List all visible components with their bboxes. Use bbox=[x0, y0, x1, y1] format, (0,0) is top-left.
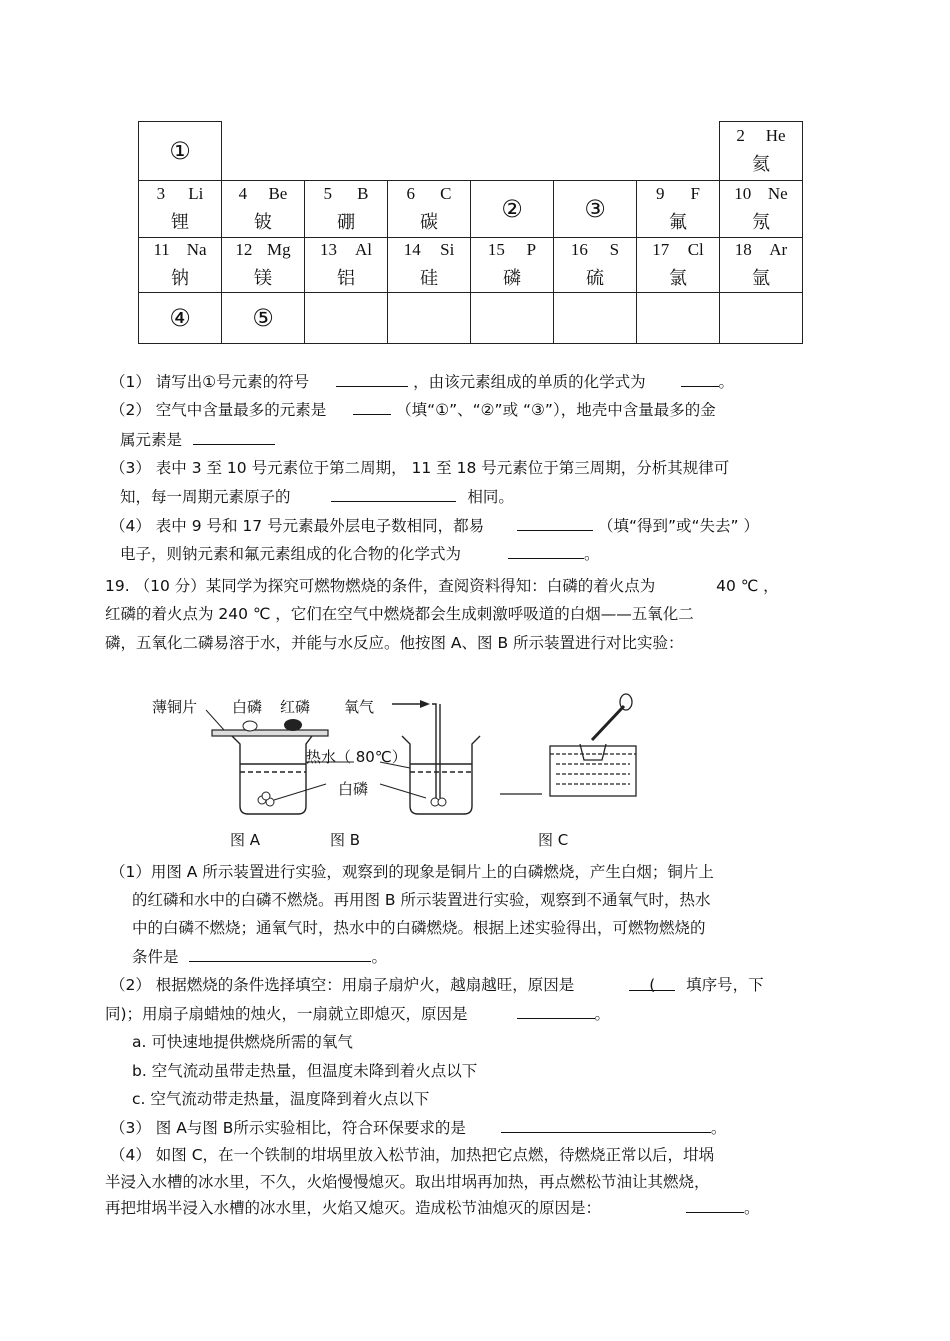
answer-blank[interactable] bbox=[501, 1118, 711, 1133]
empty-cell bbox=[222, 122, 720, 181]
element-symbol: Al bbox=[355, 240, 372, 259]
text: 。 bbox=[743, 1199, 760, 1217]
element-symbol: C bbox=[440, 184, 452, 203]
experiment-figure bbox=[140, 688, 660, 848]
answer-blank[interactable] bbox=[517, 516, 593, 531]
text: 条件是 bbox=[132, 948, 179, 966]
atomic-number: 12 bbox=[235, 240, 253, 259]
text: （2） 空气中含量最多的元素是 bbox=[110, 401, 327, 419]
cell-p bbox=[471, 238, 554, 293]
copper-plate bbox=[212, 730, 328, 736]
element-name: 氯 bbox=[669, 268, 687, 289]
table-row bbox=[139, 181, 803, 238]
atomic-number: 13 bbox=[320, 240, 337, 259]
atomic-number: 11 bbox=[153, 240, 170, 259]
table-row bbox=[139, 238, 803, 293]
answer-blank[interactable] bbox=[336, 372, 408, 387]
element-symbol: S bbox=[609, 240, 620, 259]
element-name: 锂 bbox=[171, 212, 189, 233]
text: ( bbox=[649, 976, 656, 994]
element-symbol: He bbox=[765, 126, 786, 145]
red-phosphorus bbox=[284, 719, 302, 731]
text: 。 bbox=[718, 373, 735, 391]
text: （填“①”、“②”或 “③”），地壳中含量最多的金 bbox=[396, 401, 716, 419]
answer-blank[interactable] bbox=[681, 372, 719, 387]
label-white-phosphorus-2: 白磷 bbox=[338, 780, 369, 798]
element-name: 硅 bbox=[420, 268, 438, 289]
element-symbol: Cl bbox=[687, 240, 704, 259]
element-name: 镁 bbox=[254, 268, 272, 289]
element-name: 碳 bbox=[420, 212, 438, 233]
text: 中的白磷不燃烧；通氧气时，热水中的白磷燃烧。根据上述实验得出，可燃物燃烧的 bbox=[132, 919, 706, 937]
empty-cell bbox=[305, 293, 388, 344]
beaker-b bbox=[402, 704, 480, 814]
cell-3 bbox=[554, 181, 637, 238]
text: 40 ℃ ， bbox=[716, 577, 779, 595]
q18-part3 bbox=[110, 456, 729, 478]
element-symbol: Mg bbox=[267, 240, 291, 259]
q19-part2 bbox=[110, 973, 764, 995]
q18-part4 bbox=[110, 514, 759, 536]
element-name: 铍 bbox=[254, 212, 272, 233]
element-symbol: F bbox=[690, 184, 700, 203]
text: 。 bbox=[594, 1005, 611, 1023]
text: b. 空气流动虽带走热量，但温度未降到着火点以下 bbox=[132, 1062, 478, 1080]
q18-part2-cont bbox=[120, 428, 275, 450]
caption-c: 图 C bbox=[538, 831, 569, 849]
text: 相同。 bbox=[467, 488, 514, 506]
cell-li bbox=[139, 181, 222, 238]
q19-part1-cont1 bbox=[132, 888, 711, 910]
label-hot-water: 热水（ 80℃） bbox=[306, 748, 407, 766]
text: （4） 表中 9 号和 17 号元素最外层电子数相同，都易 bbox=[110, 517, 485, 535]
element-name: 磷 bbox=[503, 268, 521, 289]
text: 知，每一周期元素原子的 bbox=[120, 488, 291, 506]
cell-al bbox=[305, 238, 388, 293]
text: a. 可快速地提供燃烧所需的氧气 bbox=[132, 1033, 353, 1051]
cell-he bbox=[720, 122, 803, 181]
element-name: 硼 bbox=[337, 212, 355, 233]
atomic-number: 17 bbox=[652, 240, 670, 259]
cell-f bbox=[637, 181, 720, 238]
periodic-table bbox=[138, 121, 803, 344]
q19-part3 bbox=[110, 1116, 726, 1138]
q19-part1 bbox=[110, 860, 714, 882]
text: （3） 图 A与图 B所示实验相比，符合环保要求的是 bbox=[110, 1119, 466, 1137]
circle-label: ④ bbox=[169, 304, 191, 332]
cell-ar bbox=[720, 238, 803, 293]
q18-part2 bbox=[110, 398, 716, 420]
label-white-phosphorus: 白磷 bbox=[232, 698, 263, 716]
element-name: 钠 bbox=[171, 268, 189, 289]
q19-part1-cont2 bbox=[132, 916, 706, 938]
answer-blank[interactable] bbox=[331, 487, 456, 502]
text: c. 空气流动带走热量，温度降到着火点以下 bbox=[132, 1090, 430, 1108]
atomic-number: 14 bbox=[403, 240, 421, 259]
empty-cell bbox=[471, 293, 554, 344]
text: ，由该元素组成的单质的化学式为 bbox=[413, 373, 646, 391]
cell-mg bbox=[222, 238, 305, 293]
text: 再把坩埚半浸入水槽的冰水里，火焰又熄灭。造成松节油熄灭的原因是： bbox=[105, 1199, 602, 1217]
text: 。 bbox=[371, 948, 387, 966]
empty-cell bbox=[388, 293, 471, 344]
text: 的红磷和水中的白磷不燃烧。再用图 B 所示装置进行实验，观察到不通氧气时，热水 bbox=[132, 891, 711, 909]
cell-4 bbox=[139, 293, 222, 344]
atomic-number: 10 bbox=[734, 184, 752, 203]
text: （4） 如图 C，在一个铁制的坩埚里放入松节油，加热把它点燃，待燃烧正常以后，坩埚 bbox=[110, 1146, 715, 1164]
element-name: 硫 bbox=[586, 268, 604, 289]
cell-be bbox=[222, 181, 305, 238]
text: 磷，五氧化二磷易溶于水，并能与水反应。他按图 A、图 B 所示装置进行对比实验： bbox=[105, 634, 684, 652]
text: （2） 根据燃烧的条件选择填空：用扇子扇炉火，越扇越旺，原因是 bbox=[110, 976, 575, 994]
cell-5 bbox=[222, 293, 305, 344]
answer-blank[interactable] bbox=[629, 976, 675, 994]
answer-blank[interactable] bbox=[508, 544, 584, 559]
element-name: 氟 bbox=[669, 212, 687, 233]
q19-part2-cont bbox=[105, 1002, 610, 1024]
element-symbol: Ne bbox=[767, 184, 788, 203]
atomic-number: 3 bbox=[156, 184, 166, 203]
table-row bbox=[139, 293, 803, 344]
caption-a: 图 A bbox=[230, 831, 261, 849]
answer-blank[interactable] bbox=[517, 1004, 595, 1019]
text: 同)；用扇子扇蜡烛的烛火，一扇就立即熄灭，原因是 bbox=[105, 1005, 468, 1023]
atomic-number: 15 bbox=[487, 240, 505, 259]
text: 。 bbox=[710, 1119, 727, 1137]
element-name: 铝 bbox=[337, 268, 355, 289]
text: 电子，则钠元素和氟元素组成的化合物的化学式为 bbox=[120, 545, 462, 563]
q19-intro-3 bbox=[105, 631, 684, 653]
answer-blank[interactable] bbox=[686, 1198, 744, 1213]
atomic-number: 6 bbox=[406, 184, 416, 203]
label-copper: 薄铜片 bbox=[152, 698, 198, 716]
table-row bbox=[139, 122, 803, 181]
atomic-number: 5 bbox=[323, 184, 333, 203]
atomic-number: 9 bbox=[656, 184, 665, 203]
atomic-number: 4 bbox=[238, 184, 248, 203]
cell-s bbox=[554, 238, 637, 293]
atomic-number: 18 bbox=[734, 240, 752, 259]
text: 属元素是 bbox=[120, 431, 183, 449]
q18-part1 bbox=[110, 370, 734, 392]
white-phosphorus bbox=[243, 721, 257, 731]
empty-cell bbox=[720, 293, 803, 344]
q18-part4-cont bbox=[120, 542, 599, 564]
text: 半浸入水槽的冰水里，不久，火焰慢慢熄灭。取出坩埚再加热，再点燃松节油让其燃烧， bbox=[105, 1173, 710, 1191]
atomic-number: 2 bbox=[736, 126, 745, 145]
cell-b bbox=[305, 181, 388, 238]
element-symbol: Na bbox=[186, 240, 207, 259]
element-name: 氖 bbox=[752, 212, 770, 233]
text: 填序号，下 bbox=[686, 976, 764, 994]
circle-label: ① bbox=[169, 137, 191, 165]
text: 19. （10 分）某同学为探究可燃物燃烧的条件，查阅资料得知：白磷的着火点为 bbox=[105, 577, 656, 595]
q19-part1-cont3 bbox=[132, 945, 387, 967]
text: 。 bbox=[583, 545, 600, 563]
cell-si bbox=[388, 238, 471, 293]
q19-intro-1 bbox=[105, 574, 779, 596]
element-name: 氩 bbox=[752, 268, 770, 289]
circle-label: ⑤ bbox=[252, 304, 274, 332]
text: 红磷的着火点为 240 ℃ ，它们在空气中燃烧都会生成刺激呼吸道的白烟——五氧化二 bbox=[105, 605, 694, 623]
empty-cell bbox=[554, 293, 637, 344]
answer-blank[interactable] bbox=[193, 430, 275, 445]
circle-label: ③ bbox=[584, 195, 606, 223]
label-red-phosphorus: 红磷 bbox=[280, 698, 311, 716]
q19-part4-cont1 bbox=[105, 1170, 710, 1192]
cell-1 bbox=[139, 122, 222, 181]
element-symbol: Li bbox=[188, 184, 204, 203]
trough-c bbox=[550, 694, 636, 796]
q19-part4 bbox=[110, 1143, 714, 1165]
cell-2 bbox=[471, 181, 554, 238]
option-a bbox=[132, 1030, 353, 1052]
text: （1） 请写出①号元素的符号 bbox=[110, 373, 310, 391]
text: （填“得到”或“失去” ） bbox=[597, 517, 760, 535]
element-symbol: Be bbox=[268, 184, 288, 203]
option-b bbox=[132, 1059, 477, 1081]
answer-blank[interactable] bbox=[353, 400, 391, 415]
q18-part3-cont bbox=[120, 485, 514, 507]
text: （1）用图 A 所示装置进行实验，观察到的现象是铜片上的白磷燃烧，产生白烟；铜片上 bbox=[110, 863, 714, 881]
element-name: 氦 bbox=[752, 154, 770, 175]
q19-part4-cont2 bbox=[105, 1196, 759, 1218]
arrow-icon bbox=[420, 700, 430, 708]
empty-cell bbox=[637, 293, 720, 344]
element-symbol: Si bbox=[440, 240, 455, 259]
q19-intro-2 bbox=[105, 602, 694, 624]
atomic-number: 16 bbox=[570, 240, 588, 259]
caption-b: 图 B bbox=[330, 831, 361, 849]
label-oxygen: 氧气 bbox=[344, 698, 375, 716]
cell-c bbox=[388, 181, 471, 238]
answer-blank[interactable] bbox=[189, 947, 371, 962]
cell-na bbox=[139, 238, 222, 293]
cell-cl bbox=[637, 238, 720, 293]
element-symbol: B bbox=[357, 184, 369, 203]
element-symbol: P bbox=[526, 240, 537, 259]
text: （3） 表中 3 至 10 号元素位于第二周期， 11 至 18 号元素位于第三周期，分析其规律可 bbox=[110, 459, 730, 477]
element-symbol: Ar bbox=[769, 240, 788, 259]
option-c bbox=[132, 1087, 429, 1109]
circle-label: ② bbox=[501, 195, 523, 223]
cell-ne bbox=[720, 181, 803, 238]
